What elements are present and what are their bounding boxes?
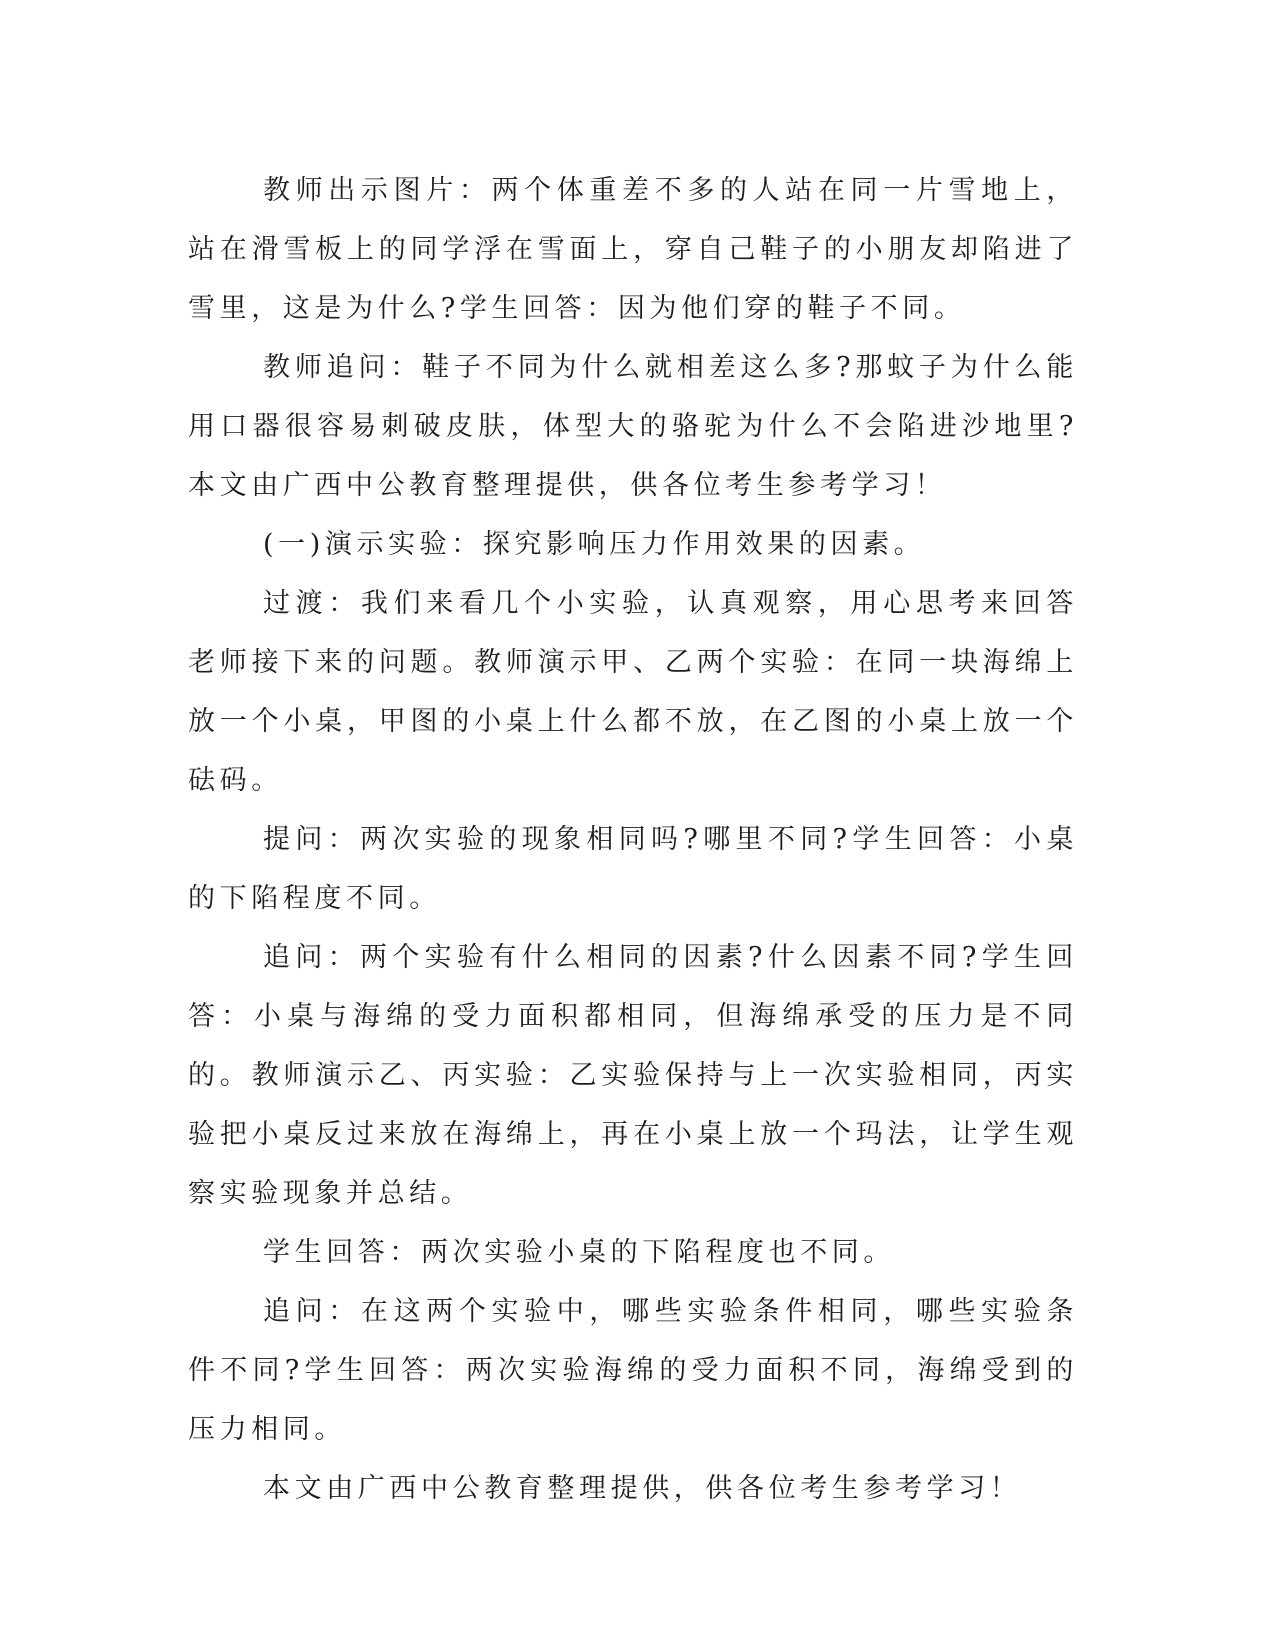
- paragraph-question: 提问：两次实验的现象相同吗?哪里不同?学生回答：小桌的下陷程度不同。: [188, 824, 1078, 914]
- paragraph-transition: 过渡：我们来看几个小实验，认真观察，用心思考来回答老师接下来的问题。教师演示甲、乙两个实验：在同一块海绵上放一个小桌，甲图的小桌上什么都不放，在乙图的小桌上放一个砝码。: [188, 588, 1078, 796]
- paragraph-intro-picture: 教师出示图片：两个体重差不多的人站在同一片雪地上，站在滑雪板上的同学浮在雪面上，穿自己鞋子的小朋友却陷进了雪里，这是为什么?学生回答：因为他们穿的鞋子不同。: [188, 175, 1078, 324]
- paragraph-follow-up-question: 教师追问：鞋子不同为什么就相差这么多?那蚊子为什么能用口器很容易刺破皮肤，体型大的骆驼为什么不会陷进沙地里?本文由广西中公教育整理提供，供各位考生参考学习！: [188, 352, 1078, 501]
- paragraph-source-note: 本文由广西中公教育整理提供，供各位考生参考学习！: [263, 1473, 1022, 1504]
- paragraph-student-answer: 学生回答：两次实验小桌的下陷程度也不同。: [263, 1237, 895, 1268]
- paragraph-follow-up-factors: 追问：两个实验有什么相同的因素?什么因素不同?学生回答：小桌与海绵的受力面积都相同，但海绵承受的压力是不同的。教师演示乙、丙实验：乙实验保持与上一次实验相同，丙实验把小桌反过来放在海绵上，再在小桌上放一个玛法，让学生观察实验现象并总结。: [188, 942, 1078, 1209]
- document-body: [188, 161, 1078, 1518]
- paragraph-follow-up-conditions: 追问：在这两个实验中，哪些实验条件相同，哪些实验条件不同?学生回答：两次实验海绵的受力面积不同，海绵受到的压力相同。: [188, 1296, 1078, 1445]
- paragraph-section-heading: (一)演示实验：探究影响压力作用效果的因素。: [263, 529, 926, 560]
